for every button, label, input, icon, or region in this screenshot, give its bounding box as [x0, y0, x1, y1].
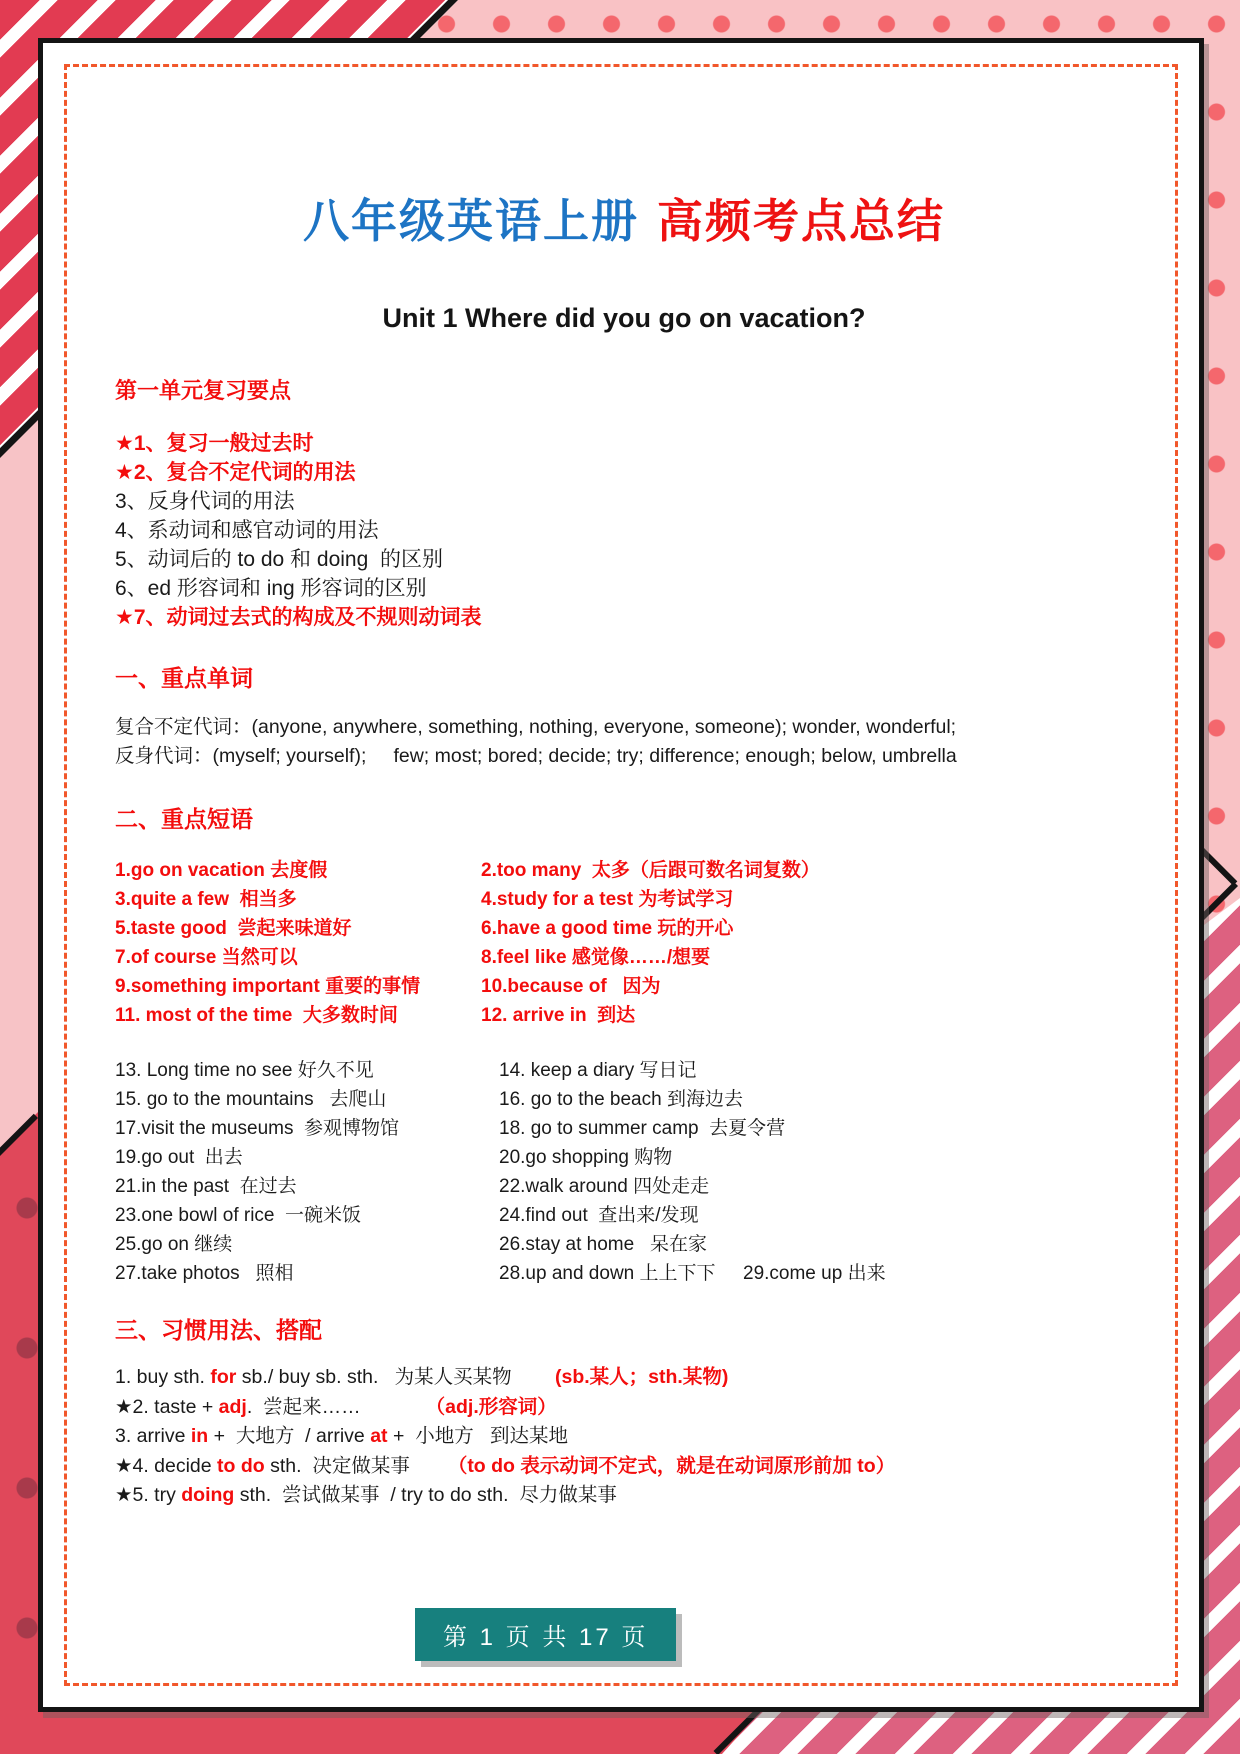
review-point-item: ★1、复习一般过去时	[115, 432, 314, 455]
key-words-heading: 一、重点单词	[115, 665, 253, 691]
key-phrases-black-list	[115, 1056, 1133, 1288]
usage-segment: 1. buy sth.	[115, 1366, 211, 1388]
phrase-cell: 27.take photos 照相	[115, 1263, 294, 1284]
key-words-line: 反身代词：(myself; yourself); few; most; bored; decide; try; difference; enough; below, umbrella	[115, 745, 957, 767]
usage-segment: ★4. decide	[115, 1454, 218, 1477]
review-point-item: ★2、复合不定代词的用法	[115, 461, 356, 484]
usage-item	[115, 1363, 1133, 1393]
review-points-heading: 第一单元复习要点	[115, 378, 292, 403]
usage-segment: at	[370, 1425, 388, 1447]
key-words-block	[115, 713, 1133, 771]
usage-segment: in	[190, 1425, 209, 1447]
usage-segment: sth. 决定做某事	[264, 1454, 448, 1477]
phrase-row	[115, 1085, 1133, 1114]
usage-item	[115, 1393, 1133, 1423]
phrase-row	[115, 972, 1133, 1001]
usage-segment: 3. arrive	[115, 1425, 191, 1447]
usage-segment: . 尝起来……	[246, 1395, 426, 1418]
phrase-cell: 9.something important 重要的事情	[115, 976, 421, 997]
phrase-cell: 7.of course 当然可以	[115, 947, 298, 968]
phrase-cell: 12. arrive in 到达	[481, 1005, 636, 1026]
usage-list	[115, 1363, 1133, 1511]
usage-item	[115, 1422, 1133, 1452]
usage-item	[115, 1452, 1133, 1482]
phrase-cell: 24.find out 查出来/发现	[499, 1205, 699, 1226]
usage-segment: ★2. taste +	[115, 1395, 219, 1418]
usage-segment: sb./ buy sb. sth. 为某人买某物	[236, 1366, 555, 1388]
phrase-cell: 4.study for a test 为考试学习	[481, 889, 734, 910]
page-number-badge: 第 1 页 共 17 页	[415, 1608, 676, 1661]
phrase-row	[115, 1259, 1133, 1288]
usage-segment: adj	[218, 1395, 247, 1418]
phrase-cell: 16. go to the beach 到海边去	[499, 1089, 743, 1110]
unit-title: Unit 1 Where did you go on vacation?	[382, 303, 866, 333]
phrase-cell: 10.because of 因为	[481, 976, 661, 997]
page-title	[115, 185, 1133, 251]
phrase-row	[115, 1001, 1133, 1030]
phrase-row	[115, 856, 1133, 885]
phrase-cell: 25.go on 继续	[115, 1234, 233, 1255]
phrase-row	[115, 1172, 1133, 1201]
page-title-red: 高频考点总结	[657, 195, 945, 247]
key-words-line: 复合不定代词：(anyone, anywhere, something, nothing, everyone, someone); wonder, wonderful;	[115, 716, 957, 738]
review-point-item: 4、系动词和感官动词的用法	[115, 519, 379, 542]
phrase-cell: 21.in the past 在过去	[115, 1176, 297, 1197]
phrase-cell: 19.go out 出去	[115, 1147, 243, 1168]
page-title-blue: 八年级英语上册	[303, 195, 639, 247]
phrase-cell: 8.feel like 感觉像……/想要	[481, 947, 711, 968]
phrase-row	[115, 914, 1133, 943]
phrase-cell: 11. most of the time 大多数时间	[115, 1005, 398, 1026]
usage-heading: 三、习惯用法、搭配	[115, 1317, 322, 1343]
key-phrases-red-list	[115, 856, 1133, 1030]
phrase-row	[115, 1143, 1133, 1172]
review-point-item: 5、动词后的 to do 和 doing 的区别	[115, 548, 443, 571]
usage-segment: sth. 尝试做某事 / try to do sth. 尽力做某事	[234, 1484, 617, 1506]
phrase-cell: 28.up and down 上上下下	[499, 1263, 716, 1284]
phrase-cell: 22.walk around 四处走走	[499, 1176, 710, 1197]
phrase-row	[115, 1056, 1133, 1085]
review-point-item: 6、ed 形容词和 ing 形容词的区别	[115, 577, 427, 600]
phrase-row	[115, 1201, 1133, 1230]
phrase-cell: 3.quite a few 相当多	[115, 889, 297, 910]
usage-segment: doing	[181, 1484, 235, 1506]
phrase-cell: 26.stay at home 呆在家	[499, 1234, 708, 1255]
phrase-cell: 1.go on vacation 去度假	[115, 860, 328, 881]
usage-segment: to do	[217, 1454, 265, 1477]
usage-segment: （to do 表示动词不定式，就是在动词原形前加 to）	[447, 1454, 896, 1477]
phrase-row	[115, 1230, 1133, 1259]
phrase-cell: 5.taste good 尝起来味道好	[115, 918, 352, 939]
key-phrases-heading: 二、重点短语	[115, 806, 253, 832]
phrase-row	[115, 885, 1133, 914]
phrase-cell: 18. go to summer camp 去夏令营	[499, 1118, 786, 1139]
phrase-cell: 15. go to the mountains 去爬山	[115, 1089, 387, 1110]
review-point-item: 3、反身代词的用法	[115, 490, 295, 513]
phrase-cell: 2.too many 太多（后跟可数名词复数）	[481, 860, 820, 881]
usage-segment: + 大地方 / arrive	[208, 1425, 371, 1447]
phrase-cell: 14. keep a diary 写日记	[499, 1060, 697, 1081]
phrase-row	[115, 1114, 1133, 1143]
phrase-cell: 6.have a good time 玩的开心	[481, 918, 734, 939]
phrase-cell: 29.come up 出来	[743, 1263, 886, 1284]
review-point-item: ★7、动词过去式的构成及不规则动词表	[115, 606, 482, 629]
phrase-cell: 13. Long time no see 好久不见	[115, 1060, 374, 1081]
usage-segment: (sb.某人；sth.某物)	[554, 1366, 729, 1388]
phrase-row	[115, 943, 1133, 972]
usage-segment: + 小地方 到达某地	[387, 1425, 568, 1447]
document-content	[115, 67, 1133, 1511]
phrase-cell: 23.one bowl of rice 一碗米饭	[115, 1205, 362, 1226]
phrase-cell: 20.go shopping 购物	[499, 1147, 673, 1168]
usage-segment: for	[210, 1366, 237, 1388]
review-points-list	[115, 429, 1133, 632]
usage-item	[115, 1481, 1133, 1511]
usage-segment: ★5. try	[115, 1484, 182, 1506]
usage-segment: （adj.形容词）	[425, 1395, 557, 1418]
phrase-cell: 17.visit the museums 参观博物馆	[115, 1118, 400, 1139]
document-card	[38, 38, 1204, 1712]
